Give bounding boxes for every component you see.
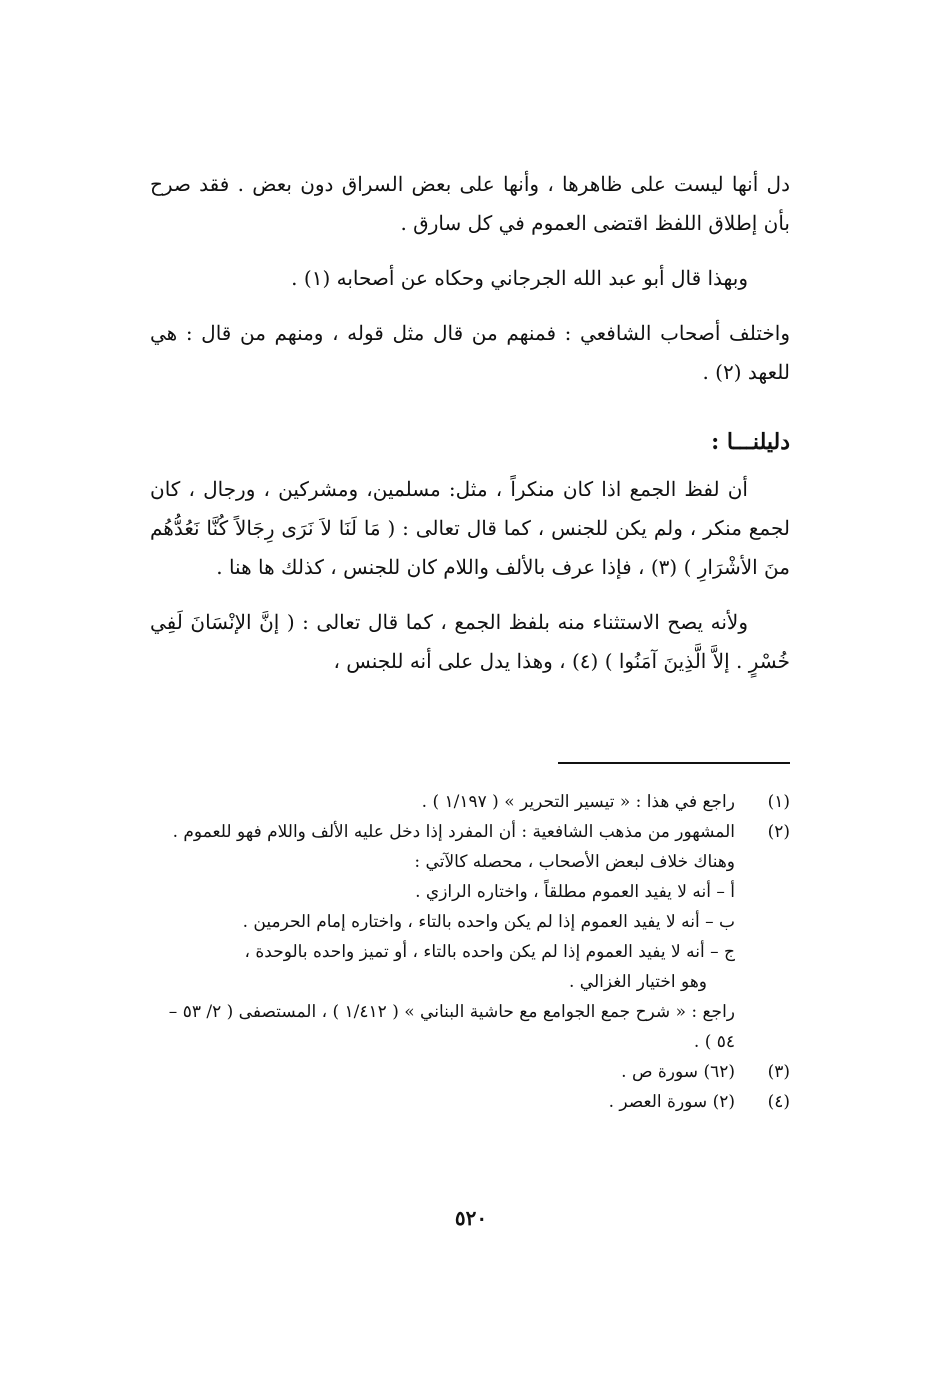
footnote-text: راجع في هذا : « تيسير التحرير » ( ١/١٩٧ ) . xyxy=(421,792,735,812)
section-heading: دليلنـــا : xyxy=(711,429,790,455)
footnote-reference: راجع : « شرح جمع الجوامع مع حاشية البناني » ( ١/٤١٢ ) ، المستصفى ( ٢/ ٥٣ – ٥٤ ) . xyxy=(168,1002,735,1052)
footnotes xyxy=(150,787,790,1117)
footnote-divider xyxy=(558,762,790,764)
paragraph-5: ولأنه يصح الاستثناء منه بلفظ الجمع ، كما قال تعالى : ( إنَّ الإنْسَانَ لَفِي خُسْرٍ . إلاَّ الَّذِينَ آمَنُوا ) (٤) ، وهذا يدل على أنه للجنس ، xyxy=(150,610,790,673)
footnote-text: المشهور من مذهب الشافعية : أن المفرد إذا دخل عليه الألف واللام فهو للعموم . xyxy=(172,822,735,842)
footnote-number: (٤) xyxy=(767,1092,790,1112)
footnote-text: (٦٢) سورة ص . xyxy=(621,1062,735,1082)
footnote-2 xyxy=(150,817,790,1057)
footnote-4 xyxy=(150,1087,790,1117)
main-text xyxy=(150,165,790,681)
paragraph-2: وبهذا قال أبو عبد الله الجرجاني وحكاه عن أصحابه (١) . xyxy=(291,266,748,290)
footnote-list-item: أ – أنه لا يفيد العموم مطلقاً ، واختاره الرازي . xyxy=(415,882,735,902)
footnote-number: (٢) xyxy=(767,822,790,842)
footnote-text: وهناك خلاف لبعض الأصحاب ، محصله كالآتي : xyxy=(414,852,735,872)
footnote-list-item: ج – أنه لا يفيد العموم إذا لم يكن واحده بالتاء ، أو تميز واحده بالوحدة ، xyxy=(244,942,735,962)
footnote-3 xyxy=(150,1057,790,1087)
paragraph-4: أن لفظ الجمع اذا كان منكراً ، مثل: مسلمين، ومشركين ، ورجال ، كان لجمع منكر ، ولم يكن للجنس ، كما قال تعالى : ( مَا لَنَا لاَ نَرَى رِجَالاً كُنَّا نَعُدُّهُم منَ الأشْرَارِ ) (٣) ، فإذا عرف بالألف واللام كان للجنس ، كذلك ها هنا . xyxy=(150,477,790,579)
footnote-text: (٢) سورة العصر . xyxy=(608,1092,735,1112)
page-number: ٥٢٠ xyxy=(454,1206,488,1230)
footnote-number: (٣) xyxy=(767,1062,790,1082)
footnote-list-item: وهو اختيار الغزالي . xyxy=(568,972,707,992)
page-body xyxy=(150,165,790,1112)
paragraph-1: دل أنها ليست على ظاهرها ، وأنها على بعض السراق دون بعض . فقد صرح بأن إطلاق اللفظ اقتضى العموم في كل سارق . xyxy=(150,172,790,235)
paragraph-3: واختلف أصحاب الشافعي : فمنهم من قال مثل قوله ، ومنهم من قال : هي للعهد (٢) . xyxy=(150,321,790,384)
footnote-list-item: ب – أنه لا يفيد العموم إذا لم يكن واحده بالتاء ، واختاره إمام الحرمين . xyxy=(242,912,735,932)
footnote-number: (١) xyxy=(767,792,790,812)
footnote-1 xyxy=(150,787,790,817)
